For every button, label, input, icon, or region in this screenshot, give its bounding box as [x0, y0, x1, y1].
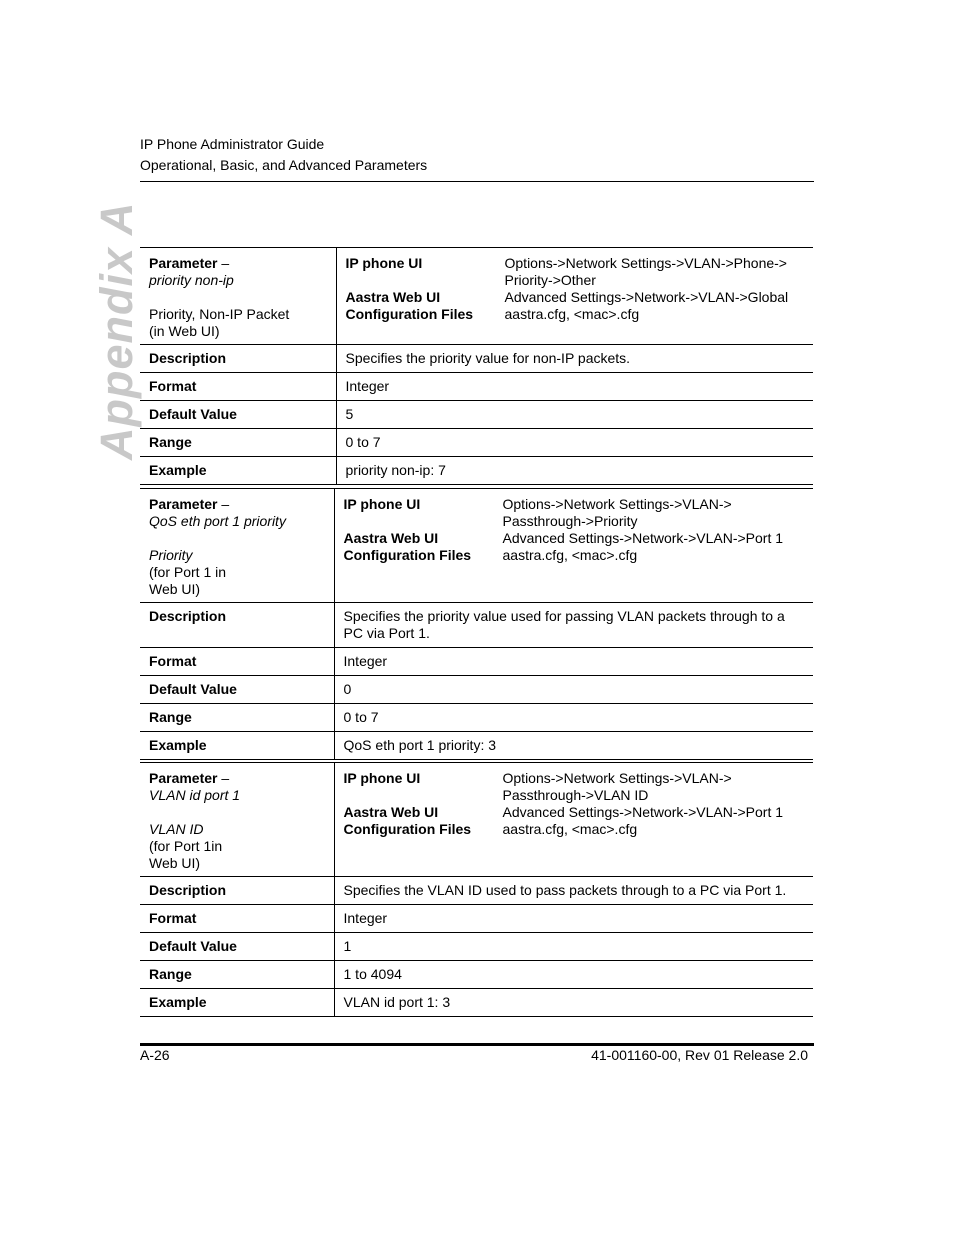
- parameter-name-cell: Parameter – QoS eth port 1 priority Priority (for Port 1 in Web UI): [140, 489, 334, 603]
- range-row: Range 0 to 7: [140, 429, 813, 457]
- default-value-row: Default Value 1: [140, 933, 813, 961]
- aastra-web-ui-path: Advanced Settings->Network->VLAN->Port 1: [502, 530, 784, 546]
- description-row: Description Specifies the VLAN ID used to pass packets through to a PC via Port 1.: [140, 877, 813, 905]
- parameter-header-row: [140, 248, 813, 345]
- section-title: Operational, Basic, and Advanced Parameters: [140, 157, 428, 173]
- parameter-header-row: [140, 489, 813, 603]
- parameter-locations-cell: [334, 763, 813, 877]
- config-files-label: Configuration Files: [343, 821, 472, 837]
- range-row: Range 0 to 7: [140, 704, 813, 732]
- web-ui-name: VLAN ID: [149, 821, 204, 837]
- parameter-label: Parameter: [149, 255, 218, 271]
- parameter-label: Parameter: [149, 770, 218, 786]
- description-row: Description Specifies the priority value for non-IP packets.: [140, 345, 813, 373]
- parameter-name-cell: Parameter – priority non-ip Priority, Non-IP Packet (in Web UI): [140, 248, 336, 345]
- ip-phone-ui-path: Options->Network Settings->VLAN-> Passthrough->Priority: [502, 496, 732, 529]
- parameter-name: priority non-ip: [149, 272, 234, 288]
- format-row: Format Integer: [140, 648, 813, 676]
- appendix-side-title: Appendix A: [91, 201, 142, 460]
- header-divider: [140, 181, 814, 182]
- config-files-label: Configuration Files: [345, 306, 474, 322]
- web-ui-note: (for Port 1in Web UI): [149, 838, 223, 871]
- parameter-table-priority-non-ip: [140, 247, 813, 485]
- default-value-row: Default Value 0: [140, 676, 813, 704]
- example-row: Example QoS eth port 1 priority: 3: [140, 732, 813, 760]
- parameter-table-qos-eth-port-1-priority: [140, 488, 813, 760]
- ip-phone-ui-path: Options->Network Settings->VLAN->Phone-> Priority->Other: [504, 255, 787, 288]
- config-files-value: aastra.cfg, <mac>.cfg: [502, 821, 638, 837]
- parameter-name-cell: Parameter – VLAN id port 1 VLAN ID (for Port 1in Web UI): [140, 763, 334, 877]
- parameter-locations-cell: [336, 248, 813, 345]
- ip-phone-ui-label: IP phone UI: [343, 770, 421, 786]
- aastra-web-ui-path: Advanced Settings->Network->VLAN->Port 1: [502, 804, 784, 820]
- aastra-web-ui-label: Aastra Web UI: [343, 804, 439, 820]
- example-row: Example VLAN id port 1: 3: [140, 989, 813, 1017]
- config-files-value: aastra.cfg, <mac>.cfg: [504, 306, 640, 322]
- parameter-header-row: [140, 763, 813, 877]
- page-header: [140, 134, 427, 176]
- parameter-table-vlan-id-port-1: [140, 762, 813, 1017]
- ip-phone-ui-path: Options->Network Settings->VLAN-> Passthrough->VLAN ID: [502, 770, 732, 803]
- guide-title: IP Phone Administrator Guide: [140, 136, 325, 152]
- range-row: Range 1 to 4094: [140, 961, 813, 989]
- parameter-locations-cell: [334, 489, 813, 603]
- parameter-label: Parameter: [149, 496, 218, 512]
- footer-divider: [140, 1043, 814, 1046]
- web-ui-note: Priority, Non-IP Packet (in Web UI): [149, 306, 290, 339]
- document-id: 41-001160-00, Rev 01 Release 2.0: [591, 1047, 808, 1063]
- ip-phone-ui-label: IP phone UI: [345, 255, 423, 271]
- default-value-row: Default Value 5: [140, 401, 813, 429]
- aastra-web-ui-label: Aastra Web UI: [345, 289, 441, 305]
- aastra-web-ui-path: Advanced Settings->Network->VLAN->Global: [504, 289, 789, 305]
- web-ui-note: (for Port 1 in Web UI): [149, 564, 227, 597]
- web-ui-name: Priority: [149, 547, 193, 563]
- format-row: Format Integer: [140, 905, 813, 933]
- description-row: Description Specifies the priority value used for passing VLAN packets through to a PC via Port 1.: [140, 603, 813, 648]
- parameter-name: VLAN id port 1: [149, 787, 241, 803]
- aastra-web-ui-label: Aastra Web UI: [343, 530, 439, 546]
- config-files-label: Configuration Files: [343, 547, 472, 563]
- ip-phone-ui-label: IP phone UI: [343, 496, 421, 512]
- example-row: Example priority non-ip: 7: [140, 457, 813, 485]
- parameter-name: QoS eth port 1 priority: [149, 513, 286, 529]
- format-row: Format Integer: [140, 373, 813, 401]
- page-number: A-26: [140, 1047, 170, 1063]
- config-files-value: aastra.cfg, <mac>.cfg: [502, 547, 638, 563]
